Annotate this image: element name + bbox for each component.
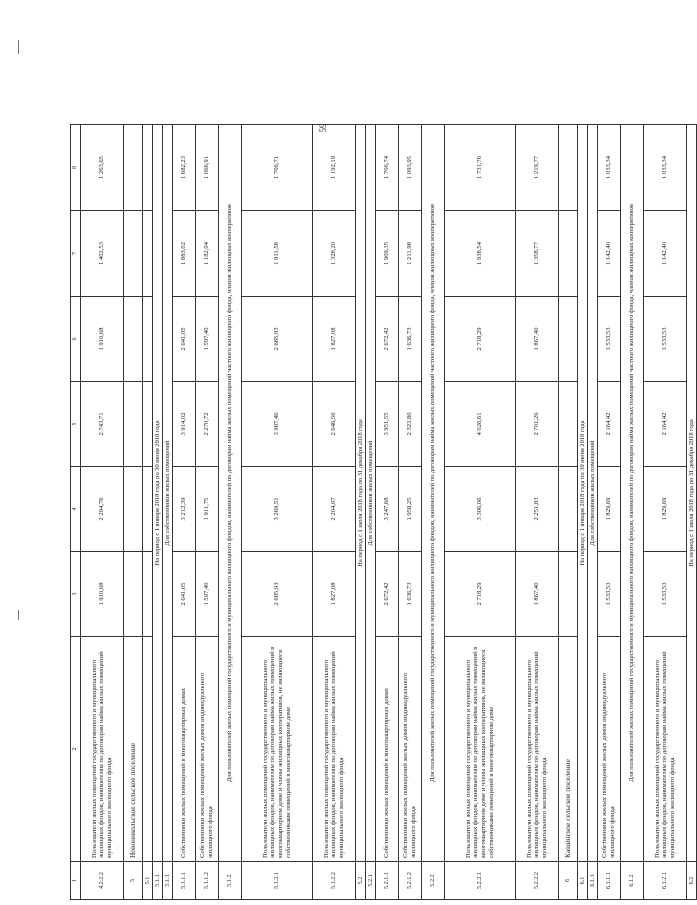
section-caption: Для собственников жилых помещений (163, 125, 173, 862)
tariff-value: 1 827,08 (313, 552, 356, 637)
column-header: 1 (71, 862, 81, 900)
tariff-table-rotated (70, 125, 695, 900)
tariff-value (143, 211, 153, 297)
table-header-row (71, 125, 81, 900)
row-name: Пользователи жилых помещений государственного и муниципального жилищных фондов, нанимателям по договорам найма жилых помещений муниципального жилищного фонда (516, 637, 559, 862)
tariff-value: 1 867,40 (516, 552, 559, 637)
row-code: 5.1.1.2 (196, 862, 219, 900)
row-name: Пользователи жилых помещений государственного и муниципального жилищных фондов, нанимателям по договорам найма жилых помещений муниципального жилищного фонда (81, 637, 124, 862)
tariff-value: 1 093,95 (399, 125, 422, 211)
table-row (422, 125, 445, 900)
row-name (143, 637, 153, 862)
tariff-value: 1 958,25 (399, 467, 422, 552)
table-row (516, 125, 559, 900)
row-code: 5.1.1.1 (173, 862, 196, 900)
row-name: Собственники жилых помещений в многоквартирных домах (173, 637, 196, 862)
tariff-value: 2 270,72 (196, 382, 219, 467)
scan-mark-top (18, 40, 19, 54)
tariff-value: 3 987,46 (242, 382, 313, 467)
row-code: 5.2.2 (422, 862, 445, 900)
row-code: 6.1.2.1 (644, 862, 687, 900)
column-header: 7 (71, 211, 81, 297)
row-code: 5.1.1 (163, 862, 173, 900)
tariff-value (143, 297, 153, 382)
section-caption: Для пользователей жилых помещений государственного и муниципального жилищного фондов, нанимателей по договорам найма жилых помещений частного жилищного фонда, членов жилищных кооперативов (219, 125, 242, 862)
row-code: 5.2.2.2 (516, 862, 559, 900)
tariff-value: 3 306,06 (445, 467, 516, 552)
tariff-value: 1 636,73 (399, 297, 422, 382)
row-code: 5.1.1 (153, 862, 163, 900)
table-row (687, 125, 697, 900)
row-code: 5.2 (356, 862, 366, 900)
tariff-value: 1 033,34 (644, 125, 687, 211)
tariff-value: 1 597,40 (196, 297, 219, 382)
tariff-value: 1 066,91 (196, 125, 219, 211)
section-caption: На период с 1 июля 2018 года по 31 декабря 2018 года (687, 125, 697, 862)
row-code: 5.2.1.1 (376, 862, 399, 900)
tariff-value: 1 328,20 (313, 211, 356, 297)
tariff-value (143, 552, 153, 637)
column-header: 2 (71, 637, 81, 862)
tariff-value: 3 212,39 (173, 467, 196, 552)
table-row (163, 125, 173, 900)
column-header: 4 (71, 467, 81, 552)
table-row (242, 125, 313, 900)
tariff-value (559, 125, 578, 211)
tariff-value (559, 297, 578, 382)
tariff-value: 2 323,80 (399, 382, 422, 467)
section-caption: Для пользователей жилых помещений государственного и муниципального жилищного фондов, нанимателей по договорам найма жилых помещений частного жилищного фонда, членов жилищных кооперативов (621, 125, 644, 862)
tariff-value: 1 910,68 (81, 297, 124, 382)
row-name: Пользователи жилых помещений государственного и муниципального жилищных фондов, нанимателям по договорам найма жилых помещений в многоквартирном доме и члены жилищных кооперативов, не являющиеся собственниками помещений в многоквартирном доме (242, 637, 313, 862)
tariff-value: 1 636,73 (399, 552, 422, 637)
row-code: 5.1 (143, 862, 153, 900)
tariff-value: 3 914,02 (173, 382, 196, 467)
tariff-value (143, 382, 153, 467)
tariff-value: 1 829,69 (644, 467, 687, 552)
tariff-value: 1 033,34 (598, 125, 621, 211)
tariff-value: 1 911,75 (196, 467, 219, 552)
row-name: Собственники жилых помещений жилых домов индивидуального жилищного фонда (399, 637, 422, 862)
tariff-value: 3 951,55 (376, 382, 399, 467)
table-row (356, 125, 366, 900)
page-number: 59 (318, 123, 328, 133)
row-code: 6.1.1 (588, 862, 598, 900)
tariff-value: 1 211,98 (399, 211, 422, 297)
table-row (644, 125, 687, 900)
tariff-value: 1 883,02 (173, 211, 196, 297)
section-caption: На период с 1 января 2018 года по 30 июня 2018 года (578, 125, 588, 862)
row-code: 4.2.2.2 (81, 862, 124, 900)
row-name: Пользователи жилых помещений государственного и муниципального жилищных фондов, нанимателям по договорам найма жилых помещений муниципального жилищного фонда (644, 637, 687, 862)
tariff-value (559, 382, 578, 467)
row-code: 6.1 (578, 862, 588, 900)
section-caption: На период с 1 января 2018 года по 30 июня 2018 года (153, 125, 163, 862)
tariff-value (143, 125, 153, 211)
row-code: 5.2.2.1 (445, 862, 516, 900)
row-code: 6 (559, 862, 578, 900)
tariff-value: 1 911,58 (242, 211, 313, 297)
row-code: 5.1.2.1 (242, 862, 313, 900)
tariff-value: 3 247,68 (376, 467, 399, 552)
column-header: 3 (71, 552, 81, 637)
tariff-value: 1 938,54 (445, 211, 516, 297)
table-row (173, 125, 196, 900)
tariff-value: 1 219,77 (516, 125, 559, 211)
tariff-value (143, 467, 153, 552)
table-row (196, 125, 219, 900)
row-code: 5.1.2 (219, 862, 242, 900)
table-row (399, 125, 422, 900)
column-header: 8 (71, 125, 81, 211)
tariff-value: 1 192,19 (313, 125, 356, 211)
tariff-value: 2 718,29 (445, 297, 516, 382)
scan-mark-bottom (18, 610, 19, 620)
tariff-value: 1 263,65 (81, 125, 124, 211)
tariff-value: 1 682,23 (173, 125, 196, 211)
column-header: 6 (71, 297, 81, 382)
table-row (578, 125, 588, 900)
tariff-value: 1 829,69 (598, 467, 621, 552)
tariff-value (559, 467, 578, 552)
tariff-value: 2 646,56 (313, 382, 356, 467)
table-body (81, 125, 697, 900)
tariff-value: 1 827,08 (313, 297, 356, 382)
table-row (598, 125, 621, 900)
tariff-value (559, 211, 578, 297)
table-row (313, 125, 356, 900)
tariff-value (124, 211, 143, 297)
tariff-value: 3 269,51 (242, 467, 313, 552)
tariff-value: 1 533,53 (598, 552, 621, 637)
tariff-value: 2 294,76 (81, 467, 124, 552)
tariff-value: 1 533,53 (598, 297, 621, 382)
section-caption: Для собственников жилых помещений (366, 125, 376, 862)
row-name: Пользователи жилых помещений государственного и муниципального жилищных фондов, нанимателям по договорам найма жилых помещений в многоквартирном доме и члены жилищных кооперативов, не являющиеся собственниками помещений в многоквартирном доме (445, 637, 516, 862)
row-code: 6.1.1.1 (598, 862, 621, 900)
tariff-value: 1 909,35 (376, 211, 399, 297)
table-row (143, 125, 153, 900)
tariff-value (124, 467, 143, 552)
table-row (153, 125, 163, 900)
table-row (219, 125, 242, 900)
table-row (124, 125, 143, 900)
tariff-value (124, 125, 143, 211)
tariff-value: 2 251,83 (516, 467, 559, 552)
tariff-value: 1 182,04 (196, 211, 219, 297)
tariff-value: 2 701,26 (516, 382, 559, 467)
tariff-value: 1 731,76 (445, 125, 516, 211)
table-row (588, 125, 598, 900)
row-code: 5.1.2.2 (313, 862, 356, 900)
tariff-value: 2 743,71 (81, 382, 124, 467)
tariff-value: 2 685,93 (242, 552, 313, 637)
tariff-value: 2 672,42 (376, 552, 399, 637)
tariff-value (124, 297, 143, 382)
tariff-value: 1 706,74 (376, 125, 399, 211)
tariff-value (124, 382, 143, 467)
tariff-value: 2 641,05 (173, 297, 196, 382)
tariff-value: 4 026,61 (445, 382, 516, 467)
table-row (445, 125, 516, 900)
tariff-value: 2 672,42 (376, 297, 399, 382)
tariff-value (124, 552, 143, 637)
row-code: 5.2.1.2 (399, 862, 422, 900)
tariff-value: 1 402,53 (81, 211, 124, 297)
table-row (621, 125, 644, 900)
tariff-table (70, 124, 697, 900)
row-name: Новоникольское сельское поселение (124, 637, 143, 862)
tariff-value: 1 706,71 (242, 125, 313, 211)
tariff-value (559, 552, 578, 637)
row-name: Собственники жилых помещений в многоквартирных домах (376, 637, 399, 862)
row-code: 5.2.1 (366, 862, 376, 900)
row-code: 5 (124, 862, 143, 900)
tariff-value: 2 641,05 (173, 552, 196, 637)
tariff-value: 2 204,07 (313, 467, 356, 552)
tariff-value: 1 597,40 (196, 552, 219, 637)
row-code: 6.1.2 (621, 862, 644, 900)
row-name: Кашинское сельское поселение (559, 637, 578, 862)
tariff-value: 2 718,29 (445, 552, 516, 637)
section-caption: Для собственников жилых помещений (588, 125, 598, 862)
tariff-value: 1 867,40 (516, 297, 559, 382)
tariff-value: 2 164,42 (598, 382, 621, 467)
row-name: Пользователи жилых помещений государственного и муниципального жилищных фондов, нанимателям по договорам найма жилых помещений муниципального жилищного фонда (313, 637, 356, 862)
tariff-value: 2 685,93 (242, 297, 313, 382)
section-caption: На период с 1 июля 2018 года по 31 декабря 2018 года (356, 125, 366, 862)
table-row (81, 125, 124, 900)
section-caption: Для пользователей жилых помещений государственного и муниципального жилищного фондов, нанимателей по договорам найма жилых помещений частного жилищного фонда, членов жилищных кооперативов (422, 125, 445, 862)
tariff-value: 1 910,68 (81, 552, 124, 637)
table-row (559, 125, 578, 900)
row-code: 6.2 (687, 862, 697, 900)
row-name: Собственники жилых помещений жилых домов индивидуального жилищного фонда (196, 637, 219, 862)
tariff-value: 1 358,77 (516, 211, 559, 297)
tariff-value: 1 533,53 (644, 297, 687, 382)
tariff-value: 1 142,40 (598, 211, 621, 297)
table-row (366, 125, 376, 900)
tariff-value: 1 533,53 (644, 552, 687, 637)
column-header: 5 (71, 382, 81, 467)
tariff-value: 1 142,40 (644, 211, 687, 297)
tariff-value: 2 164,42 (644, 382, 687, 467)
row-name: Собственники жилых помещений жилых домов индивидуального жилищного фонда (598, 637, 621, 862)
table-row (376, 125, 399, 900)
